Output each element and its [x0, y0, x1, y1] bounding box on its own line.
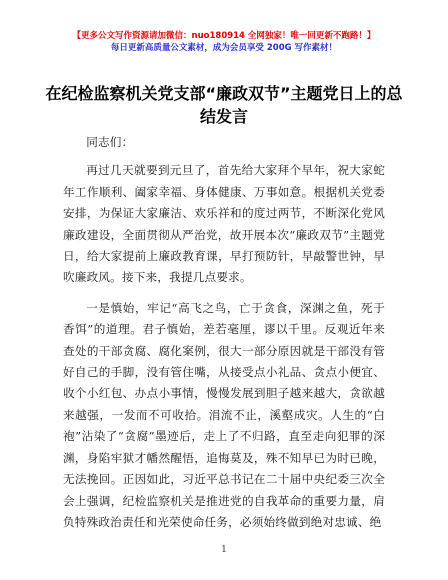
document-title: 在纪检监察机关党支部“廉政双节”主题党日上的总结发言	[45, 84, 403, 126]
document-body	[63, 132, 385, 542]
paragraph-point-1: 一是慎始，牢记“高飞之鸟，亡于贪食，深渊之鱼，死于香饵”的道理。君子慎始，差若毫厘，谬以千里。反观近年来查处的干部贪腐、腐化案例，很大一部分原因就是干部没有管好自己的手脚，没有管住嘴，从接受点小礼品、贪点小便宜、收个小红包、办点小事情，慢慢发展到胆子越来越大，贪欲越来越强，一发而不可收拾。涓流不止，溪壑成灾。人生的“白袍”沾染了“贪腐”墨迹后，走上了不归路，直至走向犯罪的深渊，身陷牢狱才幡然醒悟，追悔莫及，殊不知早已为时已晚，无法挽回。正因如此，习近平总书记在二十届中央纪委三次全会上强调，纪检监察机关是推进党的自我革命的重要力量，肩负特殊政治责任和光荣使命任务，必须始终做到绝对忠诚、绝	[63, 300, 385, 529]
promo-banner-line-1: 【更多公文写作资源请加微信：nuo180914 全网独家！唯一回更新不跑路！】	[72, 31, 376, 41]
paragraph-intro: 再过几天就要到元旦了，首先给大家拜个早年，祝大家蛇年工作顺利、阖家幸福、身体健康、万事如意。根据机关党委安排，为保证大家廉洁、欢乐祥和的度过两节，不断深化党风廉政建设，全面贯彻从严治党，故开展本次“廉政双节”主题党日，给大家提前上廉政教育课，早打预防针，早敲警世钟，早吹廉政风。接下来，我提几点要求。	[63, 163, 385, 285]
promo-banner	[0, 30, 448, 54]
salutation: 同志们：	[86, 135, 134, 149]
page-number: 1	[221, 545, 227, 555]
promo-banner-line-2: 每日更新高质量公文素材，成为会员享受 200G 写作素材！	[110, 43, 338, 53]
